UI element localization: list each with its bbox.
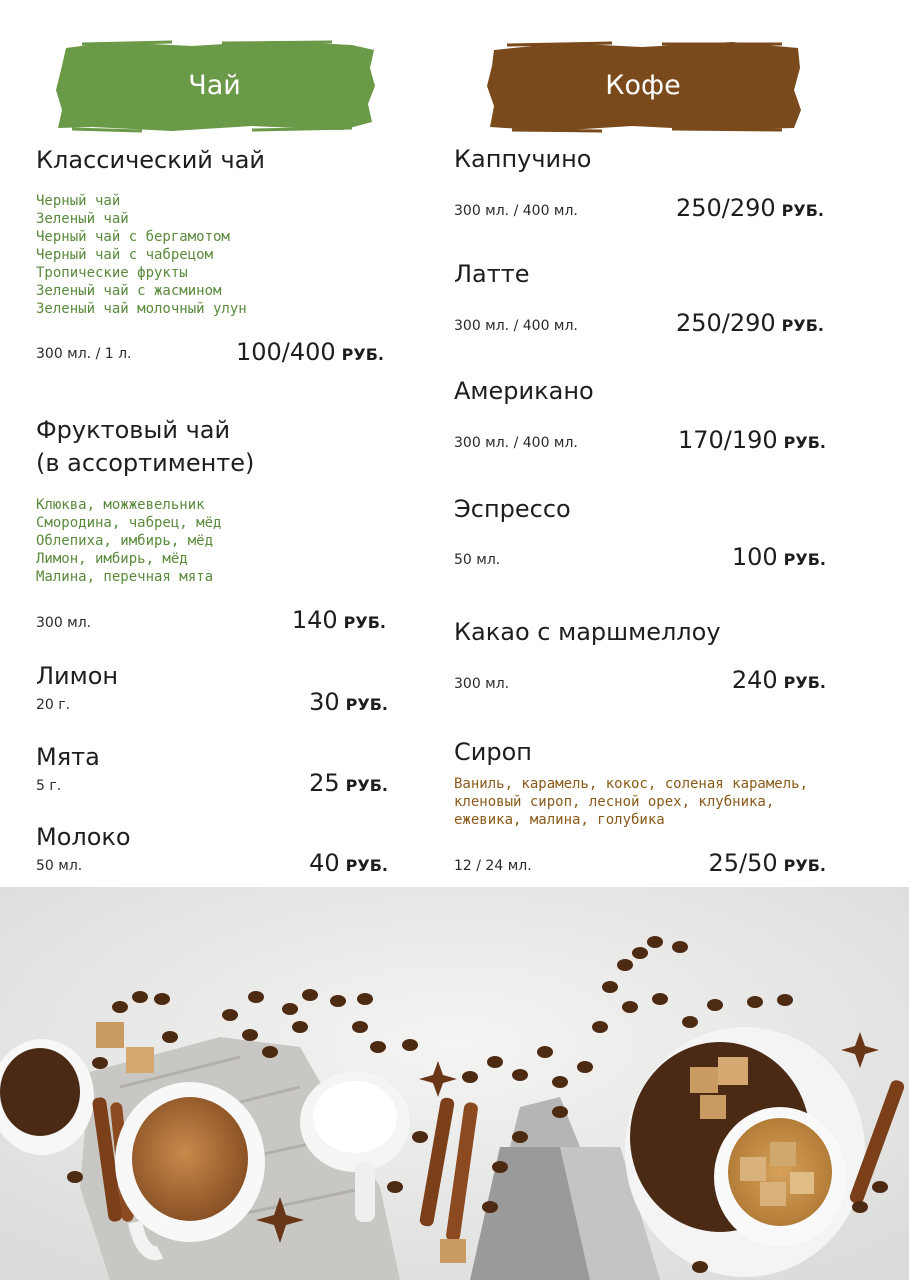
coffee-item-volume: 300 мл. / 400 мл. (454, 318, 578, 334)
coffee-item-title: Американо (454, 377, 594, 405)
tea-item-volume: 5 г. (36, 778, 62, 794)
tea-item-volume: 50 мл. (36, 858, 83, 874)
coffee-header-label: Кофе (605, 70, 681, 101)
tea-item-price: 100/400 РУБ. (235, 338, 384, 366)
coffee-item-price: 170/190 РУБ. (677, 426, 826, 454)
coffee-item-volume: 50 мл. (454, 552, 501, 568)
coffee-item-volume: 300 мл. / 400 мл. (454, 203, 578, 219)
coffee-item-title: Сироп (454, 738, 532, 766)
coffee-column (454, 0, 826, 887)
tea-item-title: Молоко (36, 823, 131, 851)
coffee-item-price: 25/50 РУБ. (708, 849, 826, 877)
coffee-item-desc: Ваниль, карамель, кокос, соленая карамель, кленовый сироп, лесной орех, клубника, ежевика, малина, голубика (454, 776, 809, 828)
tea-item-desc: Черный чай Зеленый чай Черный чай с бергамотом Черный чай с чабрецом Тропические фрукты Зеленый чай с жасмином Зеленый чай молочный улун (36, 193, 247, 317)
coffee-item-title: Латте (454, 260, 530, 288)
tea-item-title: Мята (36, 743, 100, 771)
tea-item-title: Фруктовый чай (в ассортименте) (36, 416, 255, 477)
tea-item-desc: Клюква, можжевельник Смородина, чабрец, мёд Облепиха, имбирь, мёд Лимон, имбирь, мёд Малина, перечная мята (36, 497, 222, 585)
tea-item-title: Лимон (36, 662, 119, 690)
tea-column (36, 0, 388, 887)
tea-item-price: 25 РУБ. (309, 769, 388, 797)
tea-item-price: 30 РУБ. (309, 688, 388, 716)
tea-item-price: 140 РУБ. (291, 606, 386, 634)
tea-item-title: Классический чай (36, 146, 266, 174)
tea-item-volume: 20 г. (36, 697, 71, 713)
coffee-item-volume: 12 / 24 мл. (454, 858, 532, 874)
coffee-photo (0, 887, 909, 1280)
coffee-item-volume: 300 мл. / 400 мл. (454, 435, 578, 451)
tea-item-volume: 300 мл. / 1 л. (36, 346, 132, 362)
coffee-still-life-illustration (0, 887, 909, 1280)
tea-item-price: 40 РУБ. (309, 849, 388, 877)
coffee-item-title: Какао с маршмеллоу (454, 618, 721, 646)
tea-header-label: Чай (188, 70, 241, 101)
coffee-item-price: 250/290 РУБ. (675, 194, 824, 222)
coffee-item-volume: 300 мл. (454, 676, 510, 692)
coffee-item-price: 240 РУБ. (731, 666, 826, 694)
coffee-item-price: 250/290 РУБ. (675, 309, 824, 337)
tea-item-volume: 300 мл. (36, 615, 92, 631)
coffee-item-title: Каппучино (454, 145, 592, 173)
coffee-item-title: Эспрессо (454, 495, 571, 523)
coffee-item-price: 100 РУБ. (731, 543, 826, 571)
